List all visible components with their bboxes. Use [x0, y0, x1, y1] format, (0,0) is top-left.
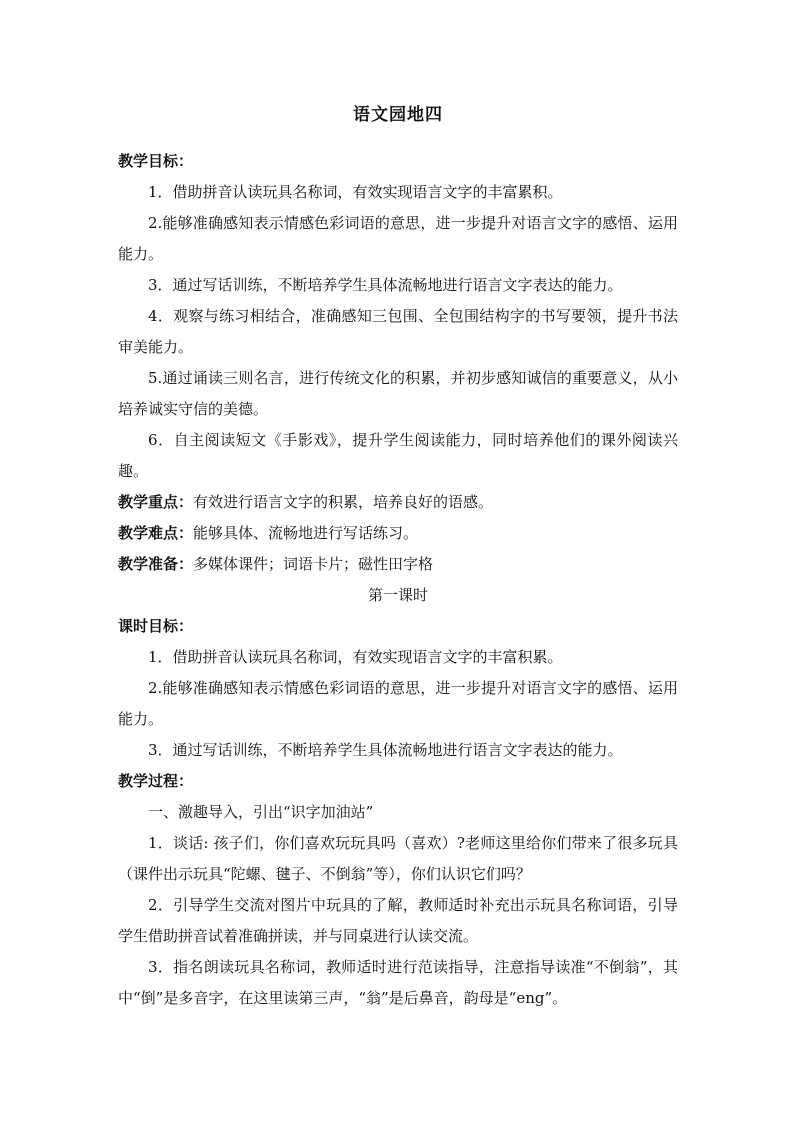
difficulties-label: 教学难点：	[118, 524, 194, 542]
goal-item-5: 5.通过诵读三则名言，进行传统文化的积累，并初步感知诚信的重要意义，从小培养诚实守信的美德。	[118, 369, 678, 418]
key-points	[118, 487, 678, 518]
process-step-3: 3．指名朗读玩具名称词，教师适时进行范读指导，注意指导读准“不倒翁”，其中“倒”是多音字，在这里读第三声，“翁”是后鼻音，韵母是“eng”。	[118, 958, 678, 1007]
goal-item-3: 3．通过写话训练，不断培养学生具体流畅地进行语言文字表达的能力。	[148, 276, 623, 294]
goals-heading: 教学目标：	[118, 152, 194, 170]
lesson-title: 第一课时	[367, 586, 428, 604]
process-step-2: 2．引导学生交流对图片中玩具的了解，教师适时补充出示玩具名称词语，引导学生借助拼音试着准确拼读，并与同桌进行认读交流。	[118, 896, 678, 945]
goal-item-6: 6．自主阅读短文《手影戏》，提升学生阅读能力，同时培养他们的课外阅读兴趣。	[118, 431, 678, 480]
process-step-1: 1．谈话: 孩子们，你们喜欢玩玩具吗（喜欢）?老师这里给你们带来了很多玩具（课件出示玩具“陀螺、毽子、不倒翁”等），你们认识它们吗？	[118, 834, 678, 883]
key-points-text: 有效进行语言文字的积累，培养良好的语感。	[193, 493, 494, 511]
goal-item-2: 2.能够准确感知表示情感色彩词语的意思，进一步提升对语言文字的感悟、运用能力。	[118, 214, 678, 263]
difficulties-text: 能够具体、流畅地进行写话练习。	[193, 524, 419, 542]
lesson-goal-item-1: 1．借助拼音认读玩具名称词，有效实现语言文字的丰富积累。	[148, 648, 563, 666]
preparation-text: 多媒体课件；词语卡片；磁性田字格	[193, 555, 434, 573]
lesson-goals-heading: 课时目标：	[118, 617, 194, 635]
document-page	[118, 100, 678, 1014]
key-points-label: 教学重点：	[118, 493, 194, 511]
document-title: 语文园地四	[353, 105, 443, 125]
preparation	[118, 549, 678, 580]
lesson-goal-item-2: 2.能够准确感知表示情感色彩词语的意思，进一步提升对语言文字的感悟、运用能力。	[118, 679, 678, 728]
preparation-label: 教学准备：	[118, 555, 194, 573]
goal-item-1: 1．借助拼音认读玩具名称词，有效实现语言文字的丰富累积。	[148, 183, 563, 201]
goal-item-4: 4．观察与练习相结合，准确感知三包围、全包围结构字的书写要领，提升书法审美能力。	[118, 307, 678, 356]
difficulties	[118, 518, 678, 549]
lesson-goal-item-3: 3．通过写话训练，不断培养学生具体流畅地进行语言文字表达的能力。	[148, 741, 623, 759]
process-heading: 教学过程：	[118, 772, 194, 790]
process-step-intro: 一、激趣导入，引出“识字加油站”	[148, 803, 374, 821]
